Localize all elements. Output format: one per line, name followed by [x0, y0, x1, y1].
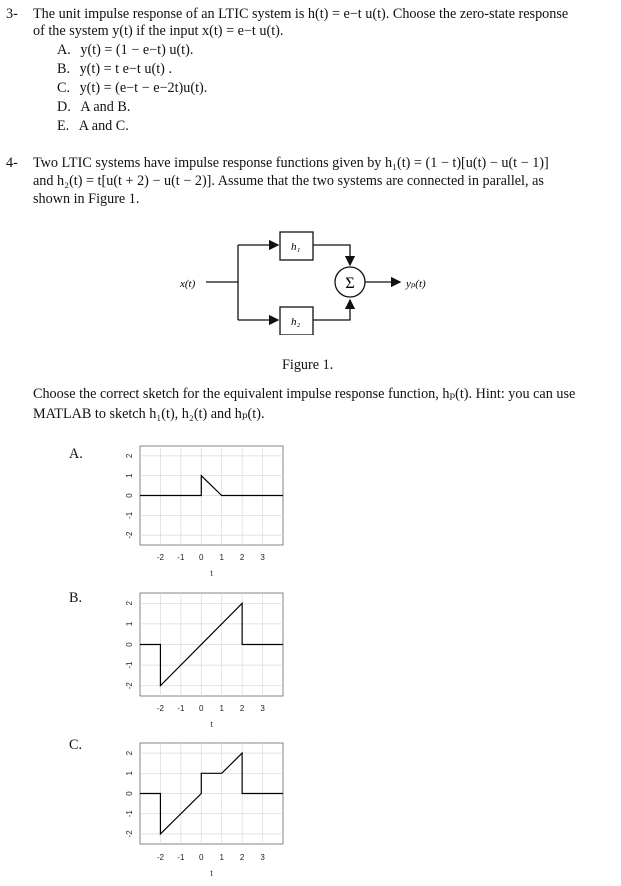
- x-tick-label: 2: [239, 704, 245, 713]
- q4-number: 4-: [6, 155, 18, 171]
- y-tick-label: 2: [125, 453, 135, 459]
- q3-option-d: [57, 99, 130, 116]
- option-text: A and C.: [78, 118, 129, 134]
- input-label: x(t): [180, 278, 196, 290]
- q4-text-line3: shown in Figure 1.: [33, 191, 140, 207]
- x-tick-label: -1: [177, 553, 185, 562]
- h1-to-sum-arrow: [313, 245, 350, 265]
- option-label: E.: [57, 118, 70, 134]
- chart-option-a: [115, 440, 305, 585]
- q3-text-line2: of the system y(t) if the input x(t) = e−t u(t).: [33, 23, 284, 39]
- q3-option-c: [57, 80, 207, 97]
- x-tick-label: -2: [156, 704, 164, 713]
- x-tick-label: 1: [219, 553, 224, 562]
- q4-text-line1: Two LTIC systems have impulse response functions given by h₁(t) = (1 − t)[u(t) − u(t − 1)]: [33, 155, 549, 171]
- h2-to-sum-arrow: [313, 300, 350, 320]
- sigma-icon: Σ: [345, 275, 355, 292]
- y-tick-label: 1: [125, 621, 135, 627]
- y-tick-label: -1: [125, 511, 135, 519]
- option-text: y(t) = (e−t − e−2t)u(t).: [79, 80, 208, 96]
- choice-b-label: B.: [69, 590, 83, 606]
- y-tick-label: -1: [125, 661, 135, 669]
- option-text: y(t) = t e−t u(t) .: [79, 61, 172, 77]
- h1-label: h₁: [291, 241, 301, 253]
- y-tick-label: 2: [125, 601, 135, 606]
- x-tick-label: 1: [219, 704, 224, 713]
- y-tick-label: 1: [125, 771, 135, 776]
- y-tick-label: -2: [125, 682, 135, 690]
- q3-number: 3-: [6, 6, 18, 22]
- x-tick-label: 3: [260, 553, 265, 562]
- h2-label: h₂: [291, 316, 301, 328]
- option-label: B.: [57, 61, 71, 77]
- y-tick-label: -2: [125, 531, 135, 539]
- q3-option-a: [57, 42, 193, 59]
- x-tick-label: -2: [156, 553, 164, 562]
- chart-option-b: [115, 585, 305, 735]
- figure-caption: Figure 1.: [282, 357, 334, 373]
- q4-text-line2: and h₂(t) = t[u(t + 2) − u(t − 2)]. Assume that the two systems are connected in parallel, as: [33, 173, 544, 189]
- x-tick-label: -1: [177, 853, 185, 862]
- output-label: yₚ(t): [406, 278, 426, 290]
- x-tick-label: 0: [199, 553, 204, 562]
- x-tick-label: -1: [177, 704, 185, 713]
- x-tick-label: 0: [199, 853, 204, 862]
- x-tick-label: 2: [239, 853, 245, 862]
- x-axis-label: t: [210, 569, 213, 578]
- option-label: C.: [57, 80, 71, 96]
- option-label: D.: [57, 99, 71, 115]
- q4-instruction-line2: MATLAB to sketch h₁(t), h₂(t) and hₚ(t).: [33, 406, 265, 422]
- x-axis-label: t: [210, 869, 213, 878]
- x-tick-label: 1: [219, 853, 224, 862]
- option-text: A and B.: [80, 99, 131, 115]
- q3-text-line1: The unit impulse response of an LTIC system is h(t) = e−t u(t). Choose the zero-state response: [33, 6, 569, 22]
- x-tick-label: -2: [156, 853, 164, 862]
- q4-instruction-line1: Choose the correct sketch for the equivalent impulse response function, hₚ(t). Hint: you can use: [33, 386, 576, 402]
- x-axis-label: t: [210, 720, 213, 729]
- option-label: A.: [57, 42, 71, 58]
- y-tick-label: 0: [125, 493, 135, 498]
- q3-option-b: [57, 61, 172, 78]
- y-tick-label: -1: [125, 810, 135, 818]
- q3-option-e: [57, 118, 129, 135]
- y-tick-label: 0: [125, 642, 135, 647]
- x-tick-label: 3: [260, 704, 265, 713]
- x-tick-label: 2: [239, 553, 245, 562]
- choice-c-label: C.: [69, 737, 83, 753]
- chart-option-c: [115, 735, 305, 885]
- y-tick-label: 0: [125, 791, 135, 796]
- x-tick-label: 3: [260, 853, 265, 862]
- y-tick-label: 2: [125, 750, 135, 756]
- y-tick-label: -2: [125, 830, 135, 838]
- block-diagram: [170, 225, 450, 335]
- choice-a-label: A.: [69, 446, 83, 462]
- option-text: y(t) = (1 − e−t) u(t).: [80, 42, 194, 58]
- x-tick-label: 0: [199, 704, 204, 713]
- y-tick-label: 1: [125, 473, 135, 478]
